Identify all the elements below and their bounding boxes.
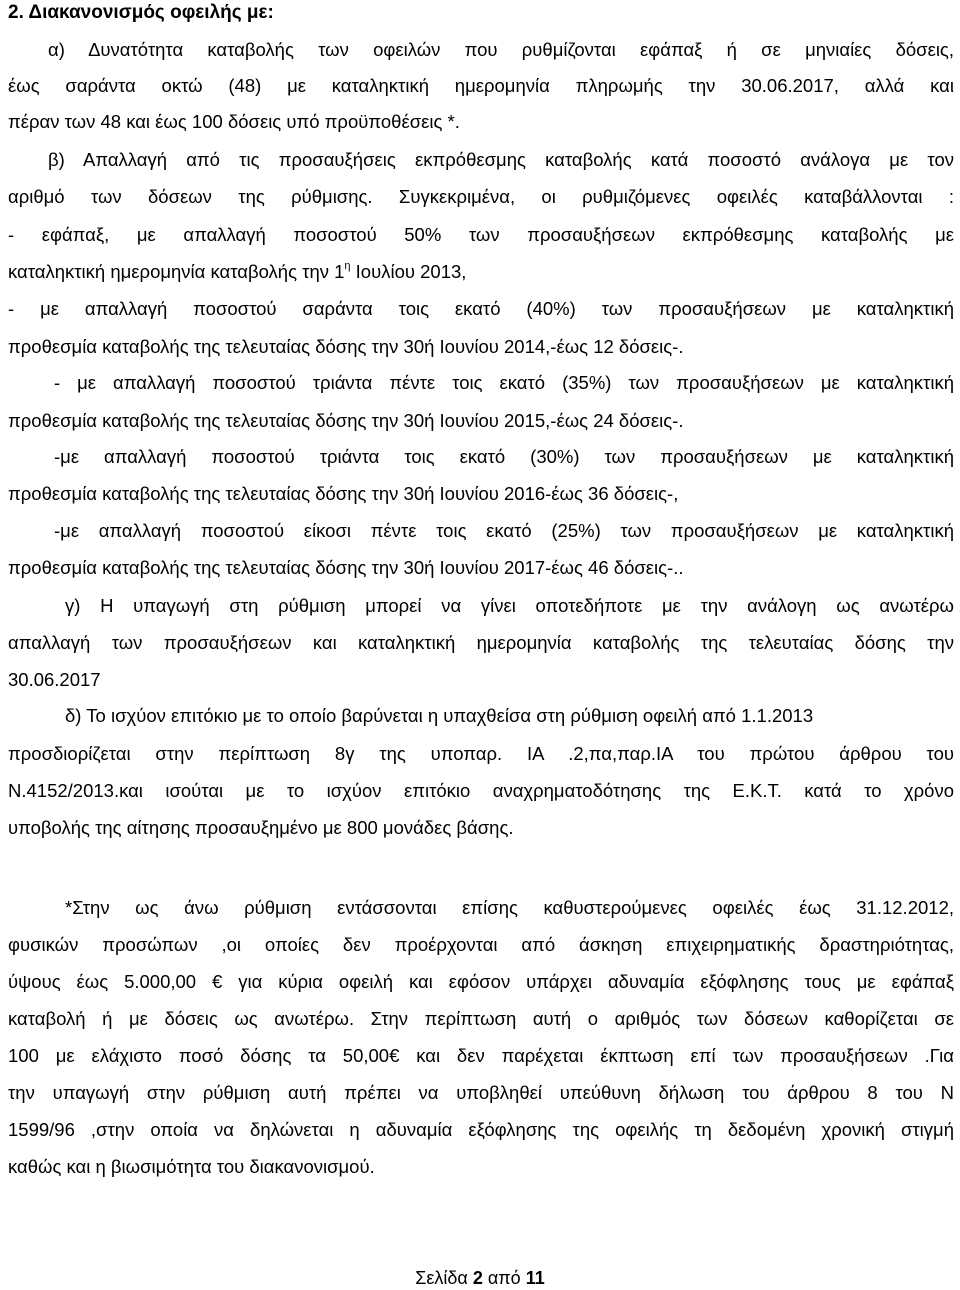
bullet-2-line-2: προθεσμία καταβολής της τελευταίας δόσης την 30ή Ιουνίου 2014,-έως 12 δόσεις-. <box>8 336 684 357</box>
paragraph-d-line-1: δ) Το ισχύον επιτόκιο με το οποίο βαρύνεται η υπαχθείσα στη ρύθμιση οφειλή από 1.1.2013 <box>65 705 814 726</box>
bullet-5-line-2: προθεσμία καταβολής της τελευταίας δόσης την 30ή Ιουνίου 2017-έως 46 δόσεις-.. <box>8 557 684 578</box>
footnote-line-4: καταβολή ή με δόσεις ως ανωτέρω. Στην περίπτωση αυτή ο αριθμός των δόσεων καθορίζεται σε <box>8 1008 954 1029</box>
footer-prefix: Σελίδα <box>415 1268 473 1288</box>
footnote-line-8: καθώς και η βιωσιμότητα του διακανονισμού. <box>8 1156 375 1177</box>
footnote-line-5: 100 με ελάχιστο ποσό δόσης τα 50,00€ και δεν παρέχεται έκπτωση επί των προσαυξήσεων .Για <box>8 1045 954 1066</box>
paragraph-b-line-1: β) Απαλλαγή από τις προσαυξήσεις εκπρόθεσμης καταβολής κατά ποσοστό ανάλογα με τον <box>48 149 954 170</box>
footnote-line-7: 1599/96 ,στην οποία να δηλώνεται η αδυναμία εξόφλησης της οφειλής τη δεδομένη χρονική στιγμή <box>8 1119 954 1140</box>
paragraph-c-line-2: απαλλαγή των προσαυξήσεων και καταληκτική ημερομηνία καταβολής της τελευταίας δόσης την <box>8 632 954 653</box>
bullet-4-line-1: -με απαλλαγή ποσοστού τριάντα τοις εκατό (30%) των προσαυξήσεων με καταληκτική <box>54 446 954 467</box>
paragraph-d-line-2: προσδιορίζεται στην περίπτωση 8γ της υποπαρ. ΙΑ .2,πα,παρ.ΙΑ του πρώτου άρθρου του <box>8 743 954 764</box>
footer-total-pages: 11 <box>525 1268 545 1288</box>
footer-middle: από <box>482 1268 526 1288</box>
paragraph-a-line-1: α) Δυνατότητα καταβολής των οφειλών που ρυθμίζονται εφάπαξ ή σε μηνιαίες δόσεις, <box>48 39 954 60</box>
bullet-3-line-2: προθεσμία καταβολής της τελευταίας δόσης την 30ή Ιουνίου 2015,-έως 24 δόσεις-. <box>8 410 684 431</box>
paragraph-c-line-1: γ) Η υπαγωγή στη ρύθμιση μπορεί να γίνει οποτεδήποτε με την ανάλογη ως ανωτέρω <box>65 595 954 616</box>
footnote-line-1: *Στην ως άνω ρύθμιση εντάσσονται επίσης καθυστερούμενες οφειλές έως 31.12.2012, <box>65 897 954 918</box>
bullet-2-line-1: - με απαλλαγή ποσοστού σαράντα τοις εκατό (40%) των προσαυξήσεων με καταληκτική <box>8 298 954 319</box>
footnote-line-2: φυσικών προσώπων ,οι οποίες δεν προέρχονται από άσκηση επιχειρηματικής δραστηριότητας, <box>8 934 954 955</box>
footnote-line-6: την υπαγωγή στην ρύθμιση αυτή πρέπει να υποβληθεί υπεύθυνη δήλωση του άρθρου 8 του Ν <box>8 1082 954 1103</box>
paragraph-d-line-4: υποβολής της αίτησης προσαυξημένο με 800 μονάδες βάσης. <box>8 817 514 838</box>
bullet-1-line-1: - εφάπαξ, με απαλλαγή ποσοστού 50% των προσαυξήσεων εκπρόθεσμης καταβολής με <box>8 224 954 245</box>
paragraph-a-line-2: έως σαράντα οκτώ (48) με καταληκτική ημερομηνία πληρωμής την 30.06.2017, αλλά και <box>8 75 954 96</box>
paragraph-d-line-3: Ν.4152/2013.και ισούται με το ισχύον επιτόκιο αναχρηματοδότησης της Ε.Κ.Τ. κατά το χρόνο <box>8 780 954 801</box>
paragraph-c-line-3: 30.06.2017 <box>8 669 101 690</box>
superscript-eta: η <box>344 260 351 272</box>
paragraph-a-line-3: πέραν των 48 και έως 100 δόσεις υπό προϋποθέσεις *. <box>8 111 460 132</box>
section-heading: 2. Διακανονισμός οφειλής με: <box>8 2 274 23</box>
bullet-3-line-1: - με απαλλαγή ποσοστού τριάντα πέντε τοις εκατό (35%) των προσαυξήσεων με καταληκτική <box>54 372 954 393</box>
bullet-1-line-2: καταληκτική ημερομηνία καταβολής την $1^\eta$ Ιουλίου 2013, <box>8 260 467 282</box>
paragraph-b-line-2: αριθμό των δόσεων της ρύθμισης. Συγκεκριμένα, οι ρυθμιζόμενες οφειλές καταβάλλονται : <box>8 186 954 207</box>
bullet-4-line-2: προθεσμία καταβολής της τελευταίας δόσης την 30ή Ιουνίου 2016-έως 36 δόσεις-, <box>8 483 679 504</box>
bullet-5-line-1: -με απαλλαγή ποσοστού είκοσι πέντε τοις εκατό (25%) των προσαυξήσεων με καταληκτική <box>54 520 954 541</box>
page-footer <box>0 1268 960 1289</box>
footnote-line-3: ύψους έως 5.000,00 € για κύρια οφειλή και εφόσον υπάρχει αδυναμία εξόφλησης τους με εφάπαξ <box>8 971 954 992</box>
footer-page-number: 2 <box>472 1268 483 1288</box>
